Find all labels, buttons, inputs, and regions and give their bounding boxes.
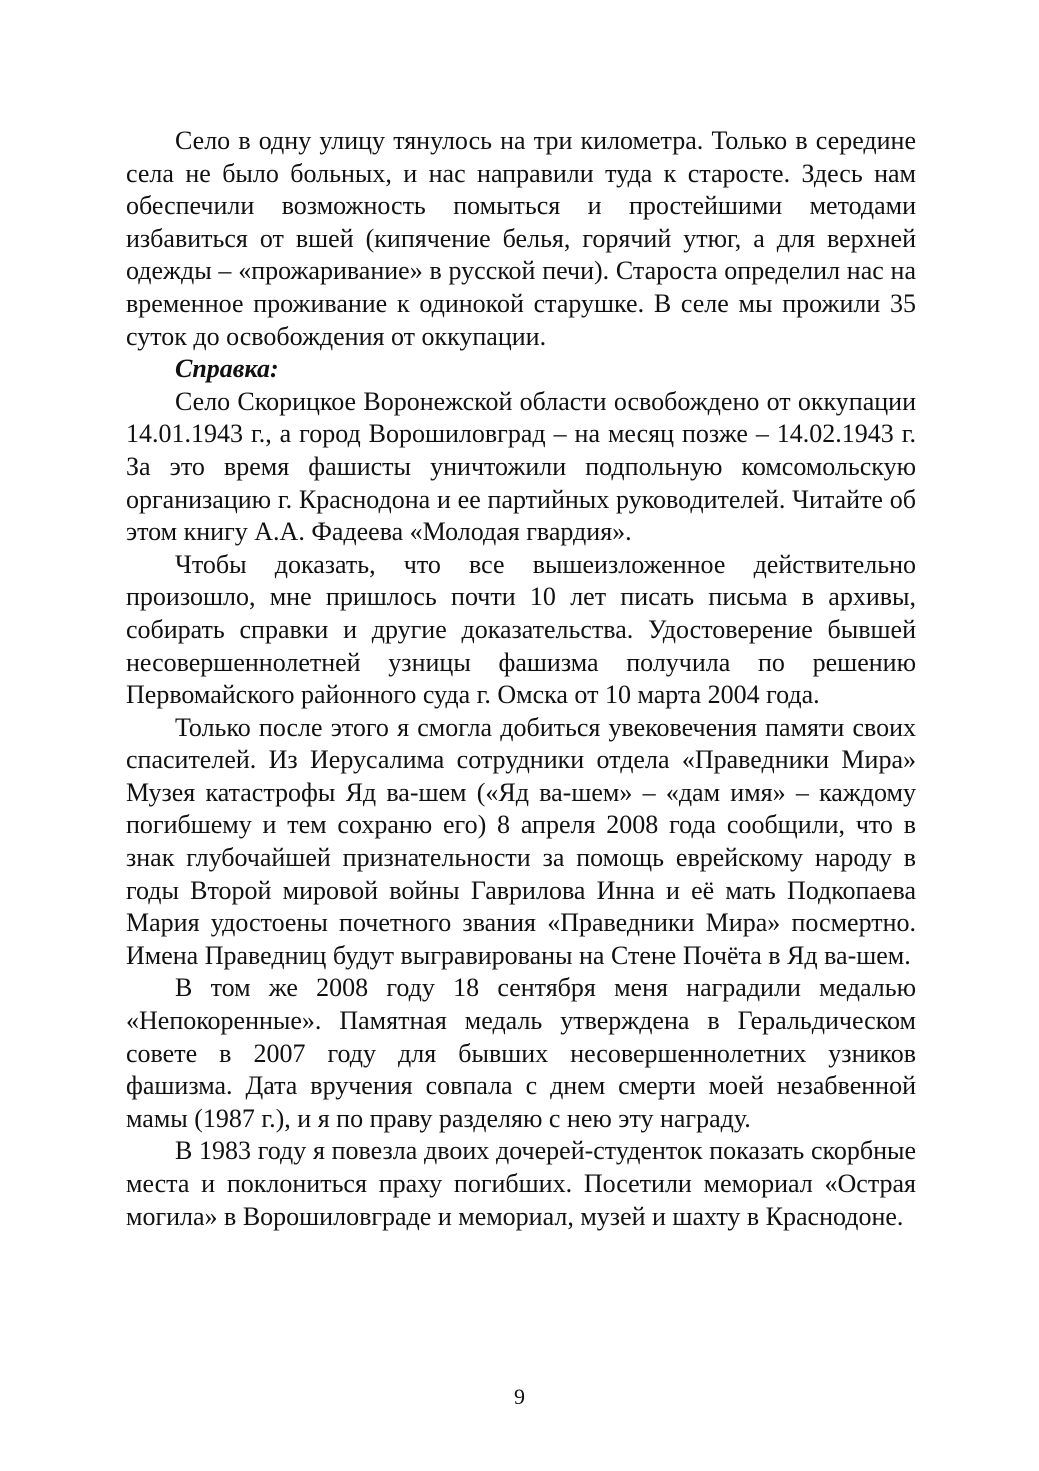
reference-heading: Справка: [175, 354, 279, 384]
paragraph-village: Село в одну улицу тянулось на три километра. Только в середине села не было больных, и нас направили туда к старосте. Здесь нам обеспечили возможность помыться и простейшими методами избавиться от вшей (кипячение белья, горячий утюг, а для верхней одежды – «прожаривание» в русской печи). Староста определил нас на временное проживание к одинокой старушке. В селе мы прожили 35 суток до освобождения от оккупации. [126, 126, 916, 351]
paragraph-righteous: Только после этого я смогла добиться увековечения памяти своих спасителей. Из Иерусалима сотрудники отдела «Праведники Мира» Музея катастрофы Яд ва-шем («Яд ва-шем» – «дам имя» – каждому погибшему и тем сохраню его) 8 апреля 2008 года сообщили, что в знак глубочайшей признательности за помощь еврейскому народу в годы Второй мировой войны Гаврилова Инна и её мать Подкопаева Мария удостоены почетного звания «Праведники Мира» посмертно. Имена Праведниц будут выгравированы на Стене Почёта в Яд ва-шем. [126, 712, 916, 970]
paragraph-memorial-visit: В 1983 году я повезла двоих дочерей-студенток показать скорбные места и поклониться праху погибших. Посетили мемориал «Острая могила» в Ворошиловграде и мемориал, музей и шахту в Краснодоне. [126, 1136, 916, 1231]
body-text [126, 125, 916, 1233]
paragraph-liberation: Село Скорицкое Воронежской области освобождено от оккупации 14.01.1943 г., а город Ворошиловград – на месяц позже – 14.02.1943 г. За это время фашисты уничтожили подпольную комсомольскую организацию г. Краснодона и ее партийных руководителей. Читайте об этом книгу А.А. Фадеева «Молодая гвардия». [126, 386, 916, 547]
paragraph-medal: В том же 2008 году 18 сентября меня наградили медалью «Непокоренные». Памятная медаль утверждена в Геральдическом совете в 2007 году для бывших несовершеннолетних узников фашизма. Дата вручения совпала с днем смерти моей незабвенной мамы (1987 г.), и я по праву разделяю с нею эту награду. [126, 973, 916, 1133]
paragraph-archives: Чтобы доказать, что все вышеизложенное действительно произошло, мне пришлось почти 10 лет писать письма в архивы, собирать справки и другие доказательства. Удостоверение бывшей несовершеннолетней узницы фашизма получила по решению Первомайского районного суда г. Омска от 10 марта 2004 года. [126, 549, 916, 710]
page-number: 9 [514, 1384, 525, 1409]
